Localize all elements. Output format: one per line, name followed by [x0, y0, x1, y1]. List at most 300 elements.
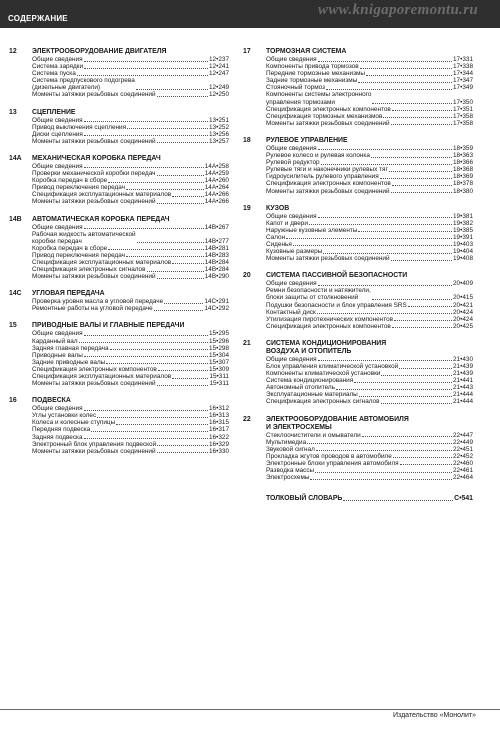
section-title: ТОРМОЗНАЯ СИСТЕМА	[266, 48, 347, 55]
dot-leader	[157, 385, 209, 386]
entry-page-number: 22•449	[452, 438, 473, 446]
entry-title: Стеклоочистители и омыватели	[266, 431, 361, 439]
entry-title: Рулевые тяги и наконечники рулевых тяг	[266, 166, 388, 174]
entry-title: Кузовные размеры	[266, 248, 323, 256]
section-entries	[9, 224, 229, 281]
dot-leader	[108, 182, 203, 183]
toc-entry[interactable]	[32, 412, 229, 419]
toc-entry[interactable]	[32, 91, 229, 98]
entry-page-number: 15•309	[208, 365, 229, 373]
dot-leader	[359, 396, 452, 397]
toc-entry[interactable]	[32, 224, 229, 231]
dot-leader	[147, 271, 204, 272]
entry-title: Общие сведения	[32, 56, 83, 63]
dot-leader	[172, 196, 204, 197]
section-entries	[243, 356, 473, 406]
toc-entry[interactable]	[32, 330, 229, 337]
entry-page-number: 17•349	[452, 84, 473, 92]
entry-page-number: 20•421	[452, 301, 473, 309]
dot-leader	[127, 128, 208, 129]
entry-title: Коробка передач в сборе	[32, 244, 108, 252]
entry-title: Передняя подвеска	[32, 426, 91, 434]
entry-page-number: 21•444	[452, 391, 473, 399]
entry-page-number: 15•295	[208, 330, 229, 338]
entry-title: Спецификация эксплуатационных материалов	[32, 373, 172, 380]
dot-leader	[157, 142, 208, 143]
section-number: 20	[243, 272, 251, 280]
section-number: 18	[243, 136, 251, 144]
section-title: СИСТЕМА КОНДИЦИОНИРОВАНИЯ ВОЗДУХА И ОТОПИТЕЛЬ	[266, 339, 387, 355]
toc-entry[interactable]	[266, 173, 473, 180]
entry-title: Спецификация эксплуатационных материалов	[32, 191, 172, 199]
dot-leader	[391, 124, 452, 125]
dot-leader	[84, 228, 204, 229]
dot-leader	[408, 306, 452, 307]
entry-title: Спецификация электронных компонентов	[266, 322, 391, 330]
toc-entry[interactable]	[32, 273, 229, 280]
dot-leader	[136, 89, 208, 90]
toc-entry[interactable]	[32, 441, 229, 448]
entry-page-number: 21•443	[452, 384, 473, 392]
toc-entry[interactable]	[266, 446, 473, 453]
entry-page-number: 13•251	[208, 116, 229, 124]
toc-section	[243, 48, 473, 127]
entry-page-number: 22•452	[452, 452, 473, 460]
section-number: 15	[9, 322, 17, 330]
toc-entry[interactable]	[32, 198, 229, 205]
entry-page-number: 17•358	[452, 112, 473, 120]
entry-title: Моменты затяжки резьбовых соединений	[266, 187, 390, 195]
dot-leader	[392, 185, 452, 186]
entry-title: Моменты затяжки резьбовых соединений	[32, 91, 156, 99]
section-heading	[9, 109, 229, 117]
dot-leader	[77, 75, 208, 76]
entry-title: Система пуска	[32, 70, 76, 78]
toc-entry[interactable]	[266, 234, 473, 241]
toc-entry[interactable]	[32, 352, 229, 359]
entry-page-number: 18•369	[452, 173, 473, 181]
toc-entry[interactable]	[266, 213, 473, 220]
toc-entry[interactable]	[32, 163, 229, 170]
entry-page-number: 12•250	[208, 91, 229, 99]
entry-page-number: 19•403	[452, 240, 473, 248]
toc-entry[interactable]	[266, 220, 473, 227]
entry-page-number: 19•385	[452, 226, 473, 234]
entry-title: Салон	[266, 233, 286, 241]
entry-page-number: 14В•281	[204, 244, 229, 252]
dictionary-title: ТОЛКОВЫЙ СЛОВАРЬ	[266, 495, 343, 503]
entry-title: Общие сведения	[32, 405, 83, 413]
entry-page-number: 14С•291	[204, 298, 229, 306]
entry-page-number: 16•330	[208, 447, 229, 455]
entry-page-number: 16•315	[208, 419, 229, 427]
toc-entry[interactable]	[266, 391, 473, 398]
dot-leader	[358, 231, 452, 232]
section-title: РУЛЕВОЕ УПРАВЛЕНИЕ	[266, 136, 348, 144]
dot-leader	[84, 356, 208, 357]
entry-page-number: 18•359	[452, 144, 473, 152]
dot-leader	[286, 238, 452, 239]
entry-title: Углы установки колес	[32, 412, 97, 420]
dot-leader	[307, 443, 452, 444]
dot-leader	[110, 349, 208, 350]
section-entries	[9, 117, 229, 145]
toc-entry[interactable]	[32, 70, 229, 77]
entry-title: Задние тормозные механизмы	[266, 77, 358, 85]
entry-title: Карданный вал	[32, 337, 78, 345]
toc-section	[9, 109, 229, 145]
entry-title: Моменты затяжки резьбовых соединений	[266, 255, 390, 263]
dot-leader	[318, 149, 452, 150]
toc-entry[interactable]	[266, 84, 473, 91]
toc-section	[9, 322, 229, 387]
section-number: 12	[9, 48, 17, 55]
entry-page-number: 20•424	[452, 315, 473, 323]
toc-entry[interactable]	[266, 145, 473, 152]
entry-page-number: 20•425	[452, 322, 473, 330]
entry-page-number: 21•444	[452, 398, 473, 406]
toc-entry[interactable]	[32, 177, 229, 184]
dot-leader	[380, 178, 452, 179]
entry-title: Компоненты климатической установки	[266, 370, 381, 378]
entry-page-number: 15•311	[209, 373, 229, 380]
entry-page-number: 14В•277	[204, 237, 229, 245]
toc-entry[interactable]	[266, 227, 473, 234]
dot-leader	[157, 175, 204, 176]
section-title: КУЗОВ	[266, 204, 290, 212]
dictionary-page-number: С•541	[454, 495, 473, 503]
toc-entry[interactable]	[32, 380, 229, 387]
dot-leader	[79, 342, 208, 343]
entry-title: Электронный блок управления подвеской	[32, 440, 157, 448]
dot-leader	[358, 82, 452, 83]
entry-page-number: 20•424	[452, 308, 473, 316]
section-heading	[9, 216, 229, 224]
toc-column-left	[9, 48, 229, 465]
toc-section	[243, 137, 473, 195]
toc-entry[interactable]	[266, 106, 473, 113]
dot-leader	[157, 96, 208, 97]
entry-title: Ремонтные работы на угловой передаче	[32, 305, 153, 313]
toc-entry[interactable]	[32, 305, 229, 312]
entry-title: Общие сведения	[266, 355, 317, 363]
entry-title: Стояночный тормоз	[266, 84, 325, 92]
section-entries	[243, 56, 473, 127]
toc-entry[interactable]	[266, 370, 473, 377]
entry-page-number: 17•338	[452, 63, 473, 71]
toc-section	[9, 290, 229, 312]
section-heading	[9, 397, 229, 405]
dot-leader	[343, 500, 453, 501]
entry-page-number: 13•252	[208, 123, 229, 131]
section-number: 21	[243, 339, 251, 347]
section-entries	[243, 280, 473, 330]
section-heading	[9, 155, 229, 163]
toc-entry[interactable]	[32, 434, 229, 441]
toc-entry[interactable]	[32, 124, 229, 131]
entry-page-number: 17•331	[452, 56, 473, 63]
dot-leader	[317, 313, 452, 314]
entry-page-number: 18•363	[452, 152, 473, 160]
toc-entry[interactable]	[266, 241, 473, 248]
entry-page-number: 13•256	[208, 130, 229, 138]
entry-title: Спецификация электронных сигналов	[32, 266, 146, 274]
entry-page-number: 15•298	[208, 344, 229, 352]
entry-title: Коробка передач в сборе	[32, 177, 108, 185]
toc-entry[interactable]	[32, 138, 229, 145]
dot-leader	[399, 368, 452, 369]
dot-leader	[157, 203, 204, 204]
entry-title: Разводка массы	[266, 467, 315, 475]
toc-entry[interactable]	[32, 366, 229, 373]
entry-title: Диски сцепления	[32, 130, 83, 138]
toc-entry[interactable]	[266, 287, 473, 301]
entry-page-number: 19•381	[452, 212, 473, 220]
toc-entry[interactable]	[266, 453, 473, 460]
dot-leader	[336, 389, 452, 390]
toc-section	[9, 155, 229, 206]
dictionary-entry[interactable]	[243, 495, 473, 503]
entry-page-number: 12•241	[208, 63, 229, 71]
toc-entry[interactable]	[266, 63, 473, 70]
dot-leader	[400, 464, 452, 465]
entry-page-number: 21•430	[452, 355, 473, 363]
toc-entry[interactable]	[266, 467, 473, 474]
entry-page-number: 14А•258	[204, 162, 229, 170]
toc-entry[interactable]	[266, 460, 473, 467]
dot-leader	[84, 438, 208, 439]
entry-title: Моменты затяжки резьбовых соединений	[32, 198, 156, 206]
dot-leader	[372, 299, 452, 300]
dot-leader	[84, 410, 208, 411]
toc-entry[interactable]	[32, 259, 229, 266]
toc-entry[interactable]	[266, 113, 473, 120]
section-entries	[9, 298, 229, 312]
entry-title: Наружные кузовные элементы	[266, 226, 358, 234]
toc-entry[interactable]	[32, 419, 229, 426]
entry-title: Подушки безопасности и блок управления SRS	[266, 301, 407, 309]
section-entries	[9, 330, 229, 387]
dot-leader	[126, 189, 204, 190]
entry-title: Общие сведения	[266, 144, 317, 152]
toc-entry[interactable]	[266, 56, 473, 63]
toc-entry[interactable]	[266, 91, 473, 105]
entry-page-number: 19•408	[452, 255, 473, 263]
dot-leader	[84, 61, 208, 62]
entry-page-number: 16•313	[208, 412, 229, 420]
toc-entry[interactable]	[266, 188, 473, 195]
entry-page-number: 17•347	[452, 77, 473, 85]
page-header	[0, 0, 500, 28]
entry-title: Моменты затяжки резьбовых соединений	[266, 119, 390, 127]
entry-title: Прокладка жгутов проводов в автомобиле	[266, 452, 392, 460]
section-title: ПОДВЕСКА	[32, 397, 71, 405]
section-number: 19	[243, 204, 251, 212]
entry-page-number: 12•237	[208, 56, 229, 63]
toc-entry[interactable]	[266, 159, 473, 166]
entry-title: Проверка уровня масла в угловой передаче	[32, 298, 164, 306]
entry-page-number: 18•380	[452, 187, 473, 195]
entry-page-number: 21•439	[452, 363, 473, 370]
dot-leader	[392, 327, 452, 328]
dot-leader	[391, 192, 452, 193]
toc-entry[interactable]	[266, 439, 473, 446]
toc-entry[interactable]	[266, 384, 473, 391]
entry-page-number: 14А•266	[204, 191, 229, 199]
toc-entry[interactable]	[32, 117, 229, 124]
section-heading	[243, 48, 473, 56]
entry-title: Ремни безопасности и натяжители, блоки защиты от столкновений	[266, 287, 371, 302]
toc-entry[interactable]	[32, 131, 229, 138]
toc-entry[interactable]	[32, 405, 229, 412]
dot-leader	[394, 320, 452, 321]
entry-page-number: 20•409	[452, 280, 473, 288]
watermark: www.knigaporemontu.ru	[318, 2, 478, 18]
toc-section	[243, 416, 473, 482]
section-number: 17	[243, 48, 251, 55]
entry-page-number: 12•247	[208, 70, 229, 78]
toc-section	[9, 216, 229, 281]
entry-page-number: 17•358	[452, 119, 473, 127]
dot-leader	[293, 245, 452, 246]
entry-page-number: 12•249	[208, 84, 229, 92]
section-title: ПРИВОДНЫЕ ВАЛЫ И ГЛАВНЫЕ ПЕРЕДАЧИ	[32, 322, 185, 330]
dot-leader	[84, 68, 208, 69]
section-heading	[243, 137, 473, 145]
dot-leader	[354, 382, 452, 383]
section-entries	[9, 405, 229, 455]
dot-leader	[372, 103, 452, 104]
toc-entry[interactable]	[32, 231, 229, 245]
toc-entry[interactable]	[266, 120, 473, 127]
toc-entry[interactable]	[266, 356, 473, 363]
dot-leader	[84, 135, 208, 136]
dot-leader	[321, 164, 452, 165]
dot-leader	[154, 310, 204, 311]
entry-title: Проверки механической коробки передач	[32, 170, 156, 178]
entry-title: Привод выключения сцепления	[32, 123, 127, 131]
dot-leader	[381, 403, 452, 404]
section-title: СЦЕПЛЕНИЕ	[32, 108, 76, 116]
entry-page-number: 22•460	[452, 459, 473, 467]
entry-title: Общие сведения	[32, 116, 83, 124]
toc-section	[9, 397, 229, 455]
entry-page-number: 14В•283	[204, 251, 229, 259]
entry-title: Система зарядки	[32, 63, 84, 71]
entry-title: Спецификация электронных компонентов	[32, 365, 157, 373]
toc-entry[interactable]	[32, 448, 229, 455]
entry-title: Автономный отопитель	[266, 384, 335, 392]
dot-leader	[366, 75, 452, 76]
toc-entry[interactable]	[32, 56, 229, 63]
toc-entry[interactable]	[266, 323, 473, 330]
dot-leader	[362, 436, 452, 437]
toc-entry[interactable]	[266, 70, 473, 77]
dot-leader	[84, 121, 208, 122]
entry-page-number: 14В•284	[204, 266, 229, 274]
entry-title: Компоненты привода тормозов	[266, 63, 359, 71]
entry-page-number: 22•451	[452, 445, 473, 453]
section-title: МЕХАНИЧЕСКАЯ КОРОБКА ПЕРЕДАЧ	[32, 154, 161, 162]
dot-leader	[318, 61, 452, 62]
section-title: АВТОМАТИЧЕСКАЯ КОРОБКА ПЕРЕДАЧ	[32, 215, 170, 223]
dot-leader	[318, 360, 452, 361]
toc-entry[interactable]	[266, 316, 473, 323]
toc-section	[243, 205, 473, 263]
entry-title: Общие сведения	[266, 280, 317, 288]
toc-entry[interactable]	[266, 432, 473, 439]
toc-entry[interactable]	[266, 255, 473, 262]
toc-entry[interactable]	[32, 245, 229, 252]
toc-entry[interactable]	[266, 180, 473, 187]
toc-entry[interactable]	[32, 359, 229, 366]
section-title: ЭЛЕКТРООБОРУДОВАНИЕ АВТОМОБИЛЯ И ЭЛЕКТРОСХЕМЫ	[266, 415, 409, 431]
toc-entry[interactable]	[266, 398, 473, 405]
toc-entry[interactable]	[32, 184, 229, 191]
footer-divider	[0, 709, 500, 710]
entry-page-number: 14А•260	[204, 177, 229, 185]
entry-page-number: 17•344	[452, 70, 473, 78]
entry-page-number: 19•404	[452, 248, 473, 256]
entry-page-number: 17•350	[452, 98, 473, 106]
dot-leader	[106, 363, 208, 364]
entry-title: Колеса и колесные ступицы	[32, 419, 116, 427]
dot-leader	[393, 457, 452, 458]
entry-title: Спецификация электронных компонентов	[266, 180, 391, 188]
entry-title: Задние приводные валы	[32, 358, 106, 366]
entry-page-number: 14В•267	[204, 223, 229, 231]
entry-page-number: 15•304	[208, 351, 229, 359]
entry-page-number: 14А•259	[204, 170, 229, 178]
entry-page-number: 16•329	[208, 440, 229, 448]
entry-title: Система кондиционирования	[266, 377, 354, 385]
toc-entry[interactable]	[266, 166, 473, 173]
dot-leader	[172, 378, 208, 379]
entry-title: Общие сведения	[266, 56, 317, 63]
entry-page-number: 18•378	[452, 180, 473, 188]
toc-entry[interactable]	[32, 338, 229, 345]
toc-entry[interactable]	[32, 77, 229, 91]
section-heading	[9, 48, 229, 56]
toc-entry[interactable]	[32, 345, 229, 352]
entry-page-number: 22•464	[452, 474, 473, 482]
entry-title: Приводные валы	[32, 351, 83, 359]
section-entries	[9, 163, 229, 206]
dot-leader	[164, 303, 203, 304]
entry-title: Эксплуатационные материалы	[266, 391, 358, 399]
dot-leader	[391, 260, 452, 261]
page-title: СОДЕРЖАНИЕ	[8, 14, 68, 23]
toc-entry[interactable]	[32, 426, 229, 433]
entry-title: Звуковой сигнал	[266, 445, 315, 453]
entry-title: Спецификация электронных сигналов	[266, 398, 380, 406]
toc-entry[interactable]	[266, 309, 473, 316]
entry-title: Блок управления климатической установкой	[266, 363, 399, 370]
toc-entry[interactable]	[266, 302, 473, 309]
toc-entry[interactable]	[266, 474, 473, 481]
entry-title: Электросхемы	[266, 474, 310, 482]
section-title: ЭЛЕКТРООБОРУДОВАНИЕ ДВИГАТЕЛЯ	[32, 48, 167, 55]
entry-page-number: 22•461	[452, 467, 473, 475]
entry-title: Общие сведения	[32, 330, 83, 338]
entry-title: Моменты затяжки резьбовых соединений	[32, 137, 156, 145]
toc-entry[interactable]	[32, 63, 229, 70]
entry-title: Рулевой редуктор	[266, 159, 320, 167]
dot-leader	[326, 89, 452, 90]
toc-section	[243, 272, 473, 330]
section-number: 14С	[9, 290, 22, 298]
toc-entry[interactable]	[32, 252, 229, 259]
